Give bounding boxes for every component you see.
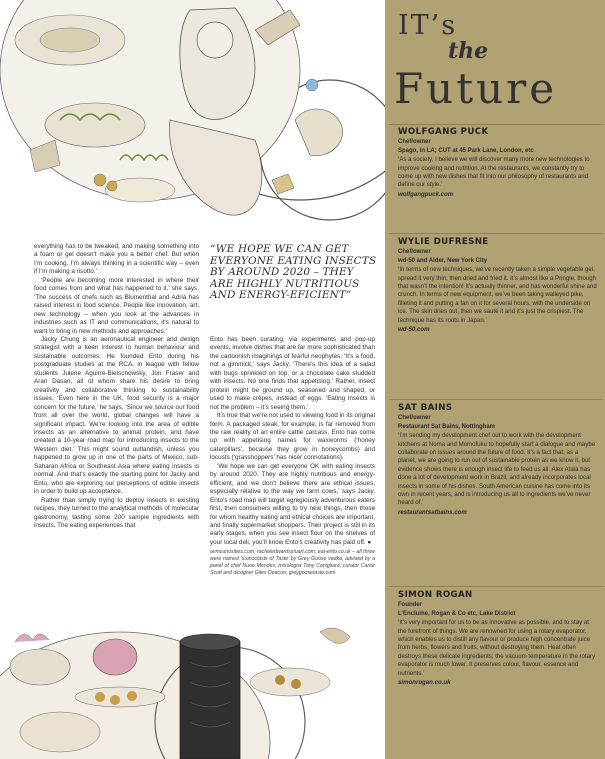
chef-entry-puck xyxy=(398,128,598,199)
article-column-2 xyxy=(210,336,375,577)
chef-url: wolfgangpuck.com xyxy=(398,190,454,198)
credits: avmcuriosities.com; racheledwardsstuart.com; eat-ento.co.uk – all three were named ‘Iconoclasts of Taste’ by Grey Goose vodka, advised by a panel of chef Nuno Mendes, mixologist Tony Conigliaro, curator Carrie Scott and designer Giles Deacon; greygoosetaste.com xyxy=(210,549,375,577)
engraving-illustration xyxy=(0,0,385,240)
chef-venue: Restaurant Sat Bains, Nottingham xyxy=(398,423,496,430)
chef-quote: ‘I’m sending my development chef out to work with the development kitchens at Noma and Momofuku to hopefully start a dialogue and maybe collaborate on issues around the future of food. It’s a fact that, as a planet, we are going to run out of sustainable protein as we know it, but evidence shows there is enough insect life to feed us all. Alex Atala has done a lot of development work in Brazil, and already incorporates local insects in some of his dishes. South American cuisine has come into its own in recent years, and is introducing us all to ingredients we’ve never heard of.’ xyxy=(398,432,596,507)
title-the: the xyxy=(448,38,489,64)
chef-name: WOLFGANG PUCK xyxy=(398,127,489,137)
article-column-1 xyxy=(34,243,199,530)
col1-paragraph-3: Jacky Chung is an aeronautical engineer and design strategist with a keen interest in human behaviour and sustainable outcomes. He founded Ento during his postgraduate studies at the RCA, in league with fellow students Julene Aguirre-Bielschowsky, Jon Fraser and Aran Dasan, all of whom share his desire to bring creativity and collaborative thinking to sustainability issues. ‘Even here in the UK, food security is a major concern for the future,’ he says. ‘Since we source our food from all over the world, global changes will have a significant impact. We’re looking into the area of edible insects as an alternative to animal protein, and have created a 10-year road map for introducing insects to the Western diet.’ This might sound outlandish, unless you happened to grow up in one of the parts of Mexico, sub-Saharan Africa or Southeast Asia where eating insects is normal. And that’s exactly the starting point for Jacky and Ento, who are exploring our perceptions of edible insects in order to build up acceptance. xyxy=(34,335,199,496)
col1-paragraph-2: ‘People are becoming more interested in where their food comes from and what has happened to it,’ she says. ‘The success of chefs such as Blumenthal and Adrià has raised interest in food science. People like innovation, art, new technology – when you look at the advances in industries such as IT and communications, it’s natural to want to bring in new methods and approaches.’ xyxy=(34,276,199,335)
col2-paragraph-2: It’s true that we’re not used to viewing food in its original form. A packaged steak, for example, is far removed from the raw reality of an entire cattle carcass. Ento has come up with appetising names for waxworms (‘honey caterpillars’, because they grow in honeycombs) and locusts (‘grasshoppers’ has nicer connotations). xyxy=(210,412,375,462)
chef-venue: Spago, in LA; CUT at 45 Park Lane, London, etc xyxy=(398,147,534,154)
chef-quote: ‘In terms of new techniques, we’ve recently taken a simple vegetable gel, spread it very thin, then dried and fried it. It’s almost like a Pringle, though that wasn’t the intention! It’s actually thinner, and has wonderful shine and crunch. In terms of new equipment, we’ve been taking walleyed pike, filleting it and putting a fan on it for several hours, with the underside on ice. The skin dries out, then we sauté it and it’s just the crispiest. The technique has its roots in Japan.’ xyxy=(398,266,597,324)
chef-url: restaurantsatbains.com xyxy=(398,508,467,516)
divider xyxy=(389,124,603,125)
engraving-illustration-bottom xyxy=(0,612,385,759)
chef-entry-rogan xyxy=(398,591,598,687)
title-its: IT’s xyxy=(398,10,458,41)
chef-venue: L’Enclume, Rogan & Co etc, Lake District xyxy=(398,610,516,617)
chef-role: Chef/owner xyxy=(398,249,431,256)
col2-paragraph-3: ‘We hope we can get everyone OK with eating insects by around 2020. They are highly nutritious and energy-efficient, and we don’t believe there are ethical issues, especially relative to the way we farm cows,’ says Jacky. Ento’s road map will target egregiously adventurous eaters first, then consumers willing to try new things, then those for whom healthy eating and ethical choices are important, and finally supermarket shoppers. Their project is still in its early stages; when you see insect flour on the shelves of your local deli, you’ll know Ento’s creativity has paid off. ● xyxy=(210,462,375,546)
chef-role: Chef/owner xyxy=(398,139,431,146)
chef-quote: ‘As a society, I believe we will discover many more new technologies to improve cooking and nutrition. At the restaurants, we constantly try to come up with new dishes that fit into our philosophy of restaurants and define our style.’ xyxy=(398,156,590,189)
chef-name: SIMON ROGAN xyxy=(398,590,473,600)
chef-entry-dufresne xyxy=(398,238,598,334)
col1-paragraph-1: everything has to be tweaked, and making something into a foam or gel doesn’t make you a better chef. But when I’m cooking, I’m always thinking in a scientific way – even if I’m making a risotto.’ xyxy=(34,243,199,276)
divider xyxy=(389,233,603,234)
chef-name: SAT BAINS xyxy=(398,403,453,413)
food-illustration-bottom xyxy=(0,612,385,759)
chef-venue: wd-50 and Alder, New York City xyxy=(398,257,487,264)
chef-quote: ‘It’s very important for us to be as innovative as possible, and to stay at the forefront of things. We are renowned for using a rotary evaporator, which enables us to distill any flavour or produce high concentrate juice from herbs, flowers and fruits, without destroying them. Heat often destroys these delicate ingredients; the vacuum temperature in the rotary evaporator is much lower. It preserves colour, flavour, essence and nutrients.’ xyxy=(398,619,596,677)
chef-url: simonrogan.co.uk xyxy=(398,679,451,687)
chef-role: Chef/owner xyxy=(398,415,431,422)
chef-role: Founder xyxy=(398,602,422,609)
chef-entry-bains xyxy=(398,404,598,517)
pull-quote: “WE HOPE WE CAN GET EVERYONE EATING INSECTS BY AROUND 2020 – THEY ARE HIGHLY NUTRITIOUS AND ENERGY-EFICIENT” xyxy=(210,243,377,302)
col1-paragraph-4: Rather than simply trying to deploy insects in existing recipes, they turned to the analytical methods of molecular gastronomy, tasting some 200 sample ingredients with insects. The eating experiences that xyxy=(34,496,199,529)
col2-paragraph-1: Ento has been curating, via experiments and pop-up events, involve dishes that are far more sophisticated than the cartoonish imaginings of fearful neophytes. ‘It’s a food, not a gimmick,’ says Jacky. ‘There’s this idea of a salad with bugs sprinkled on top, or a chocolate cake studded with insects. No one finds that appetising.’ Rather, insect protein might be ground up, seasoned and shaped, or used to make crêpes, instead of eggs. ‘Eating insects is not the problem – it’s seeing them.’ xyxy=(210,336,375,411)
chef-url: wd-50.com xyxy=(398,326,430,334)
title-future: Future xyxy=(394,64,558,113)
divider xyxy=(389,586,603,587)
food-illustration-top xyxy=(0,0,385,240)
chef-name: WYLIE DUFRESNE xyxy=(398,237,489,247)
divider xyxy=(389,399,603,400)
